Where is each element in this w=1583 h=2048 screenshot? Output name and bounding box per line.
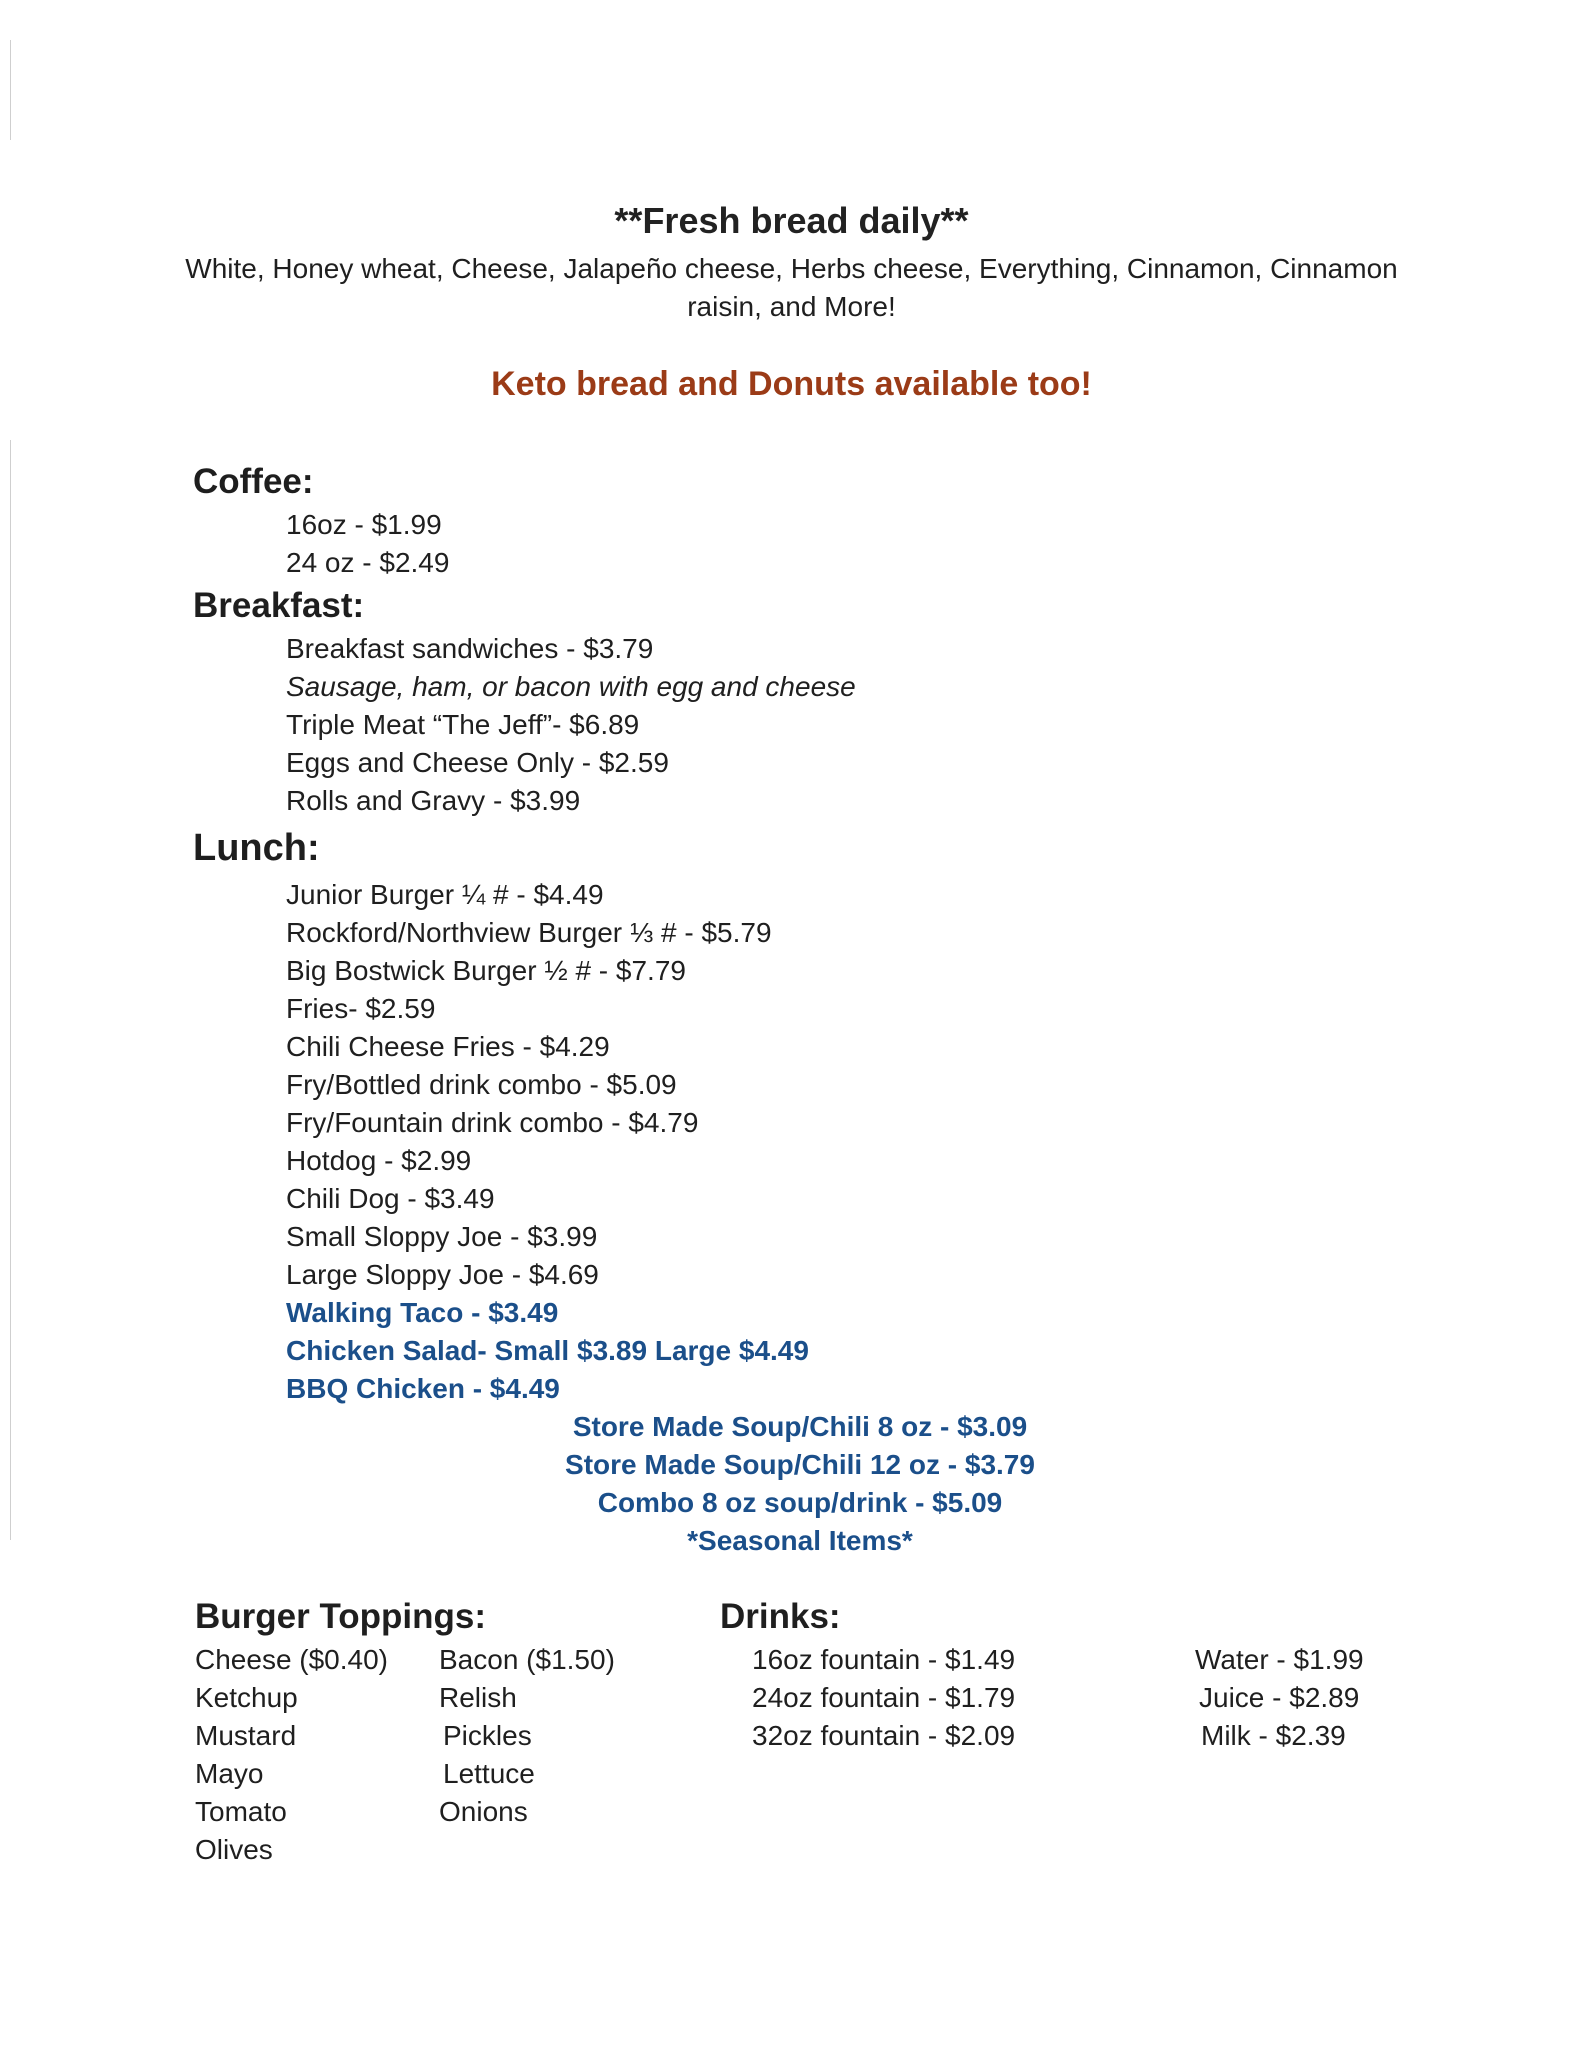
drink-item: 16oz fountain - $1.49 bbox=[752, 1644, 1016, 1675]
scan-edge-mark bbox=[10, 40, 11, 140]
special-item: Walking Taco - $3.49 bbox=[286, 1297, 559, 1328]
list-item: Big Bostwick Burger ½ # - $7.79 bbox=[286, 955, 686, 986]
topping-item: Relish bbox=[439, 1682, 517, 1713]
special-item: BBQ Chicken - $4.49 bbox=[286, 1373, 560, 1404]
coffee-heading: Coffee: bbox=[193, 462, 314, 501]
topping-item: Cheese ($0.40) bbox=[195, 1644, 389, 1675]
list-item: Triple Meat “The Jeff”- $6.89 bbox=[286, 709, 640, 740]
topping-item: Tomato bbox=[195, 1796, 287, 1827]
drinks-col2 bbox=[1195, 1641, 1364, 1755]
toppings-col2 bbox=[439, 1641, 615, 1831]
breakfast-heading: Breakfast: bbox=[193, 586, 365, 625]
list-item: Junior Burger ¼ # - $4.49 bbox=[286, 879, 604, 910]
drink-item: 24oz fountain - $1.79 bbox=[752, 1682, 1016, 1713]
topping-item: Bacon ($1.50) bbox=[439, 1644, 615, 1675]
list-item: Small Sloppy Joe - $3.99 bbox=[286, 1221, 598, 1252]
list-item: Rolls and Gravy - $3.99 bbox=[286, 785, 581, 816]
drink-item: Milk - $2.39 bbox=[1201, 1720, 1346, 1751]
seasonal-item: Store Made Soup/Chili 8 oz - $3.09 bbox=[572, 1411, 1028, 1442]
seasonal-item: Store Made Soup/Chili 12 oz - $3.79 bbox=[565, 1449, 1035, 1480]
seasonal-note: *Seasonal Items* bbox=[687, 1525, 913, 1556]
list-item: Eggs and Cheese Only - $2.59 bbox=[286, 747, 669, 778]
drink-item: Water - $1.99 bbox=[1195, 1644, 1364, 1675]
page-title: **Fresh bread daily** bbox=[614, 200, 969, 241]
scan-edge-mark bbox=[10, 440, 11, 1540]
seasonal-list bbox=[0, 1408, 1583, 1560]
list-item-description: Sausage, ham, or bacon with egg and cheese bbox=[286, 671, 856, 702]
topping-item: Olives bbox=[195, 1834, 273, 1865]
list-item: Rockford/Northview Burger ⅓ # - $5.79 bbox=[286, 917, 772, 948]
topping-item: Onions bbox=[439, 1796, 528, 1827]
breakfast-list bbox=[286, 630, 856, 820]
list-item: Fry/Bottled drink combo - $5.09 bbox=[286, 1069, 677, 1100]
list-item: Large Sloppy Joe - $4.69 bbox=[286, 1259, 599, 1290]
special-item: Chicken Salad- Small $3.89 Large $4.49 bbox=[286, 1335, 809, 1366]
drinks-col1 bbox=[752, 1641, 1015, 1755]
lunch-list bbox=[286, 876, 809, 1408]
toppings-heading: Burger Toppings: bbox=[195, 1597, 486, 1636]
drinks-heading: Drinks: bbox=[720, 1597, 841, 1636]
topping-item: Mayo bbox=[195, 1758, 264, 1789]
topping-item: Pickles bbox=[443, 1720, 532, 1751]
seasonal-item: Combo 8 oz soup/drink - $5.09 bbox=[597, 1487, 1003, 1518]
keto-note: Keto bread and Donuts available too! bbox=[491, 365, 1092, 403]
list-item: Hotdog - $2.99 bbox=[286, 1145, 472, 1176]
drink-item: 32oz fountain - $2.09 bbox=[752, 1720, 1016, 1751]
list-item: Chili Dog - $3.49 bbox=[286, 1183, 495, 1214]
list-item: 24 oz - $2.49 bbox=[286, 547, 450, 578]
topping-item: Ketchup bbox=[195, 1682, 298, 1713]
topping-item: Lettuce bbox=[443, 1758, 535, 1789]
drink-item: Juice - $2.89 bbox=[1199, 1682, 1360, 1713]
list-item: Fry/Fountain drink combo - $4.79 bbox=[286, 1107, 699, 1138]
lunch-heading: Lunch: bbox=[193, 827, 320, 869]
list-item: Fries- $2.59 bbox=[286, 993, 436, 1024]
bread-varieties: White, Honey wheat, Cheese, Jalapeño cheese, Herbs cheese, Everything, Cinnamon, Cinnamon raisin, and More! bbox=[185, 253, 1398, 322]
list-item: 16oz - $1.99 bbox=[286, 509, 442, 540]
list-item: Chili Cheese Fries - $4.29 bbox=[286, 1031, 610, 1062]
topping-item: Mustard bbox=[195, 1720, 297, 1751]
toppings-col1 bbox=[195, 1641, 388, 1869]
coffee-list bbox=[286, 506, 449, 582]
list-item: Breakfast sandwiches - $3.79 bbox=[286, 633, 654, 664]
